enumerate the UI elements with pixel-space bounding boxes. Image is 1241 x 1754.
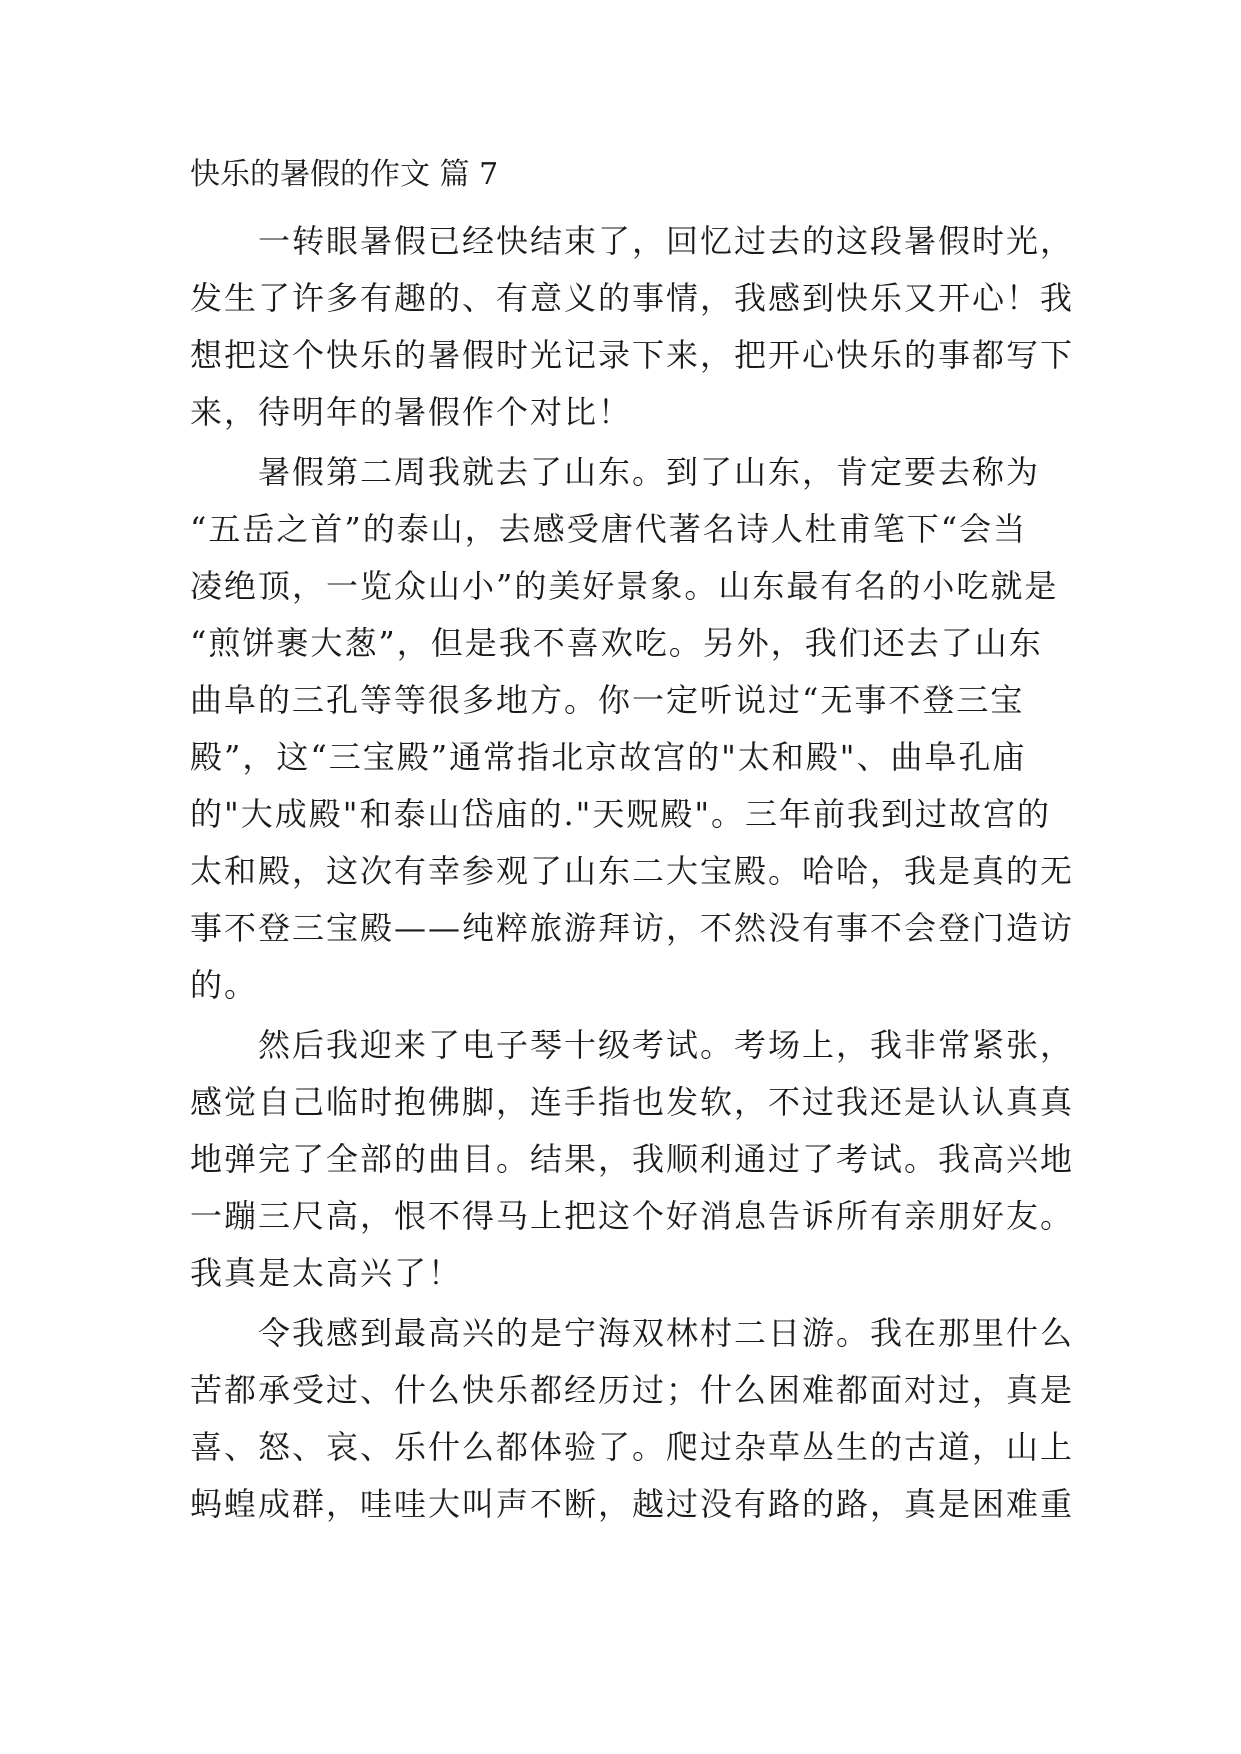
- paragraph-line: 苦都承受过、什么快乐都经历过；什么困难都面对过，真是: [190, 1371, 1075, 1409]
- paragraph-line: 喜、怒、哀、乐什么都体验了。爬过杂草丛生的古道，山上: [190, 1428, 1075, 1466]
- paragraph-line: 的"大成殿"和泰山岱庙的."天贶殿"。三年前我到过故宫的: [190, 795, 1052, 833]
- paragraph-line: “五岳之首”的泰山，去感受唐代著名诗人杜甫笔下“会当: [190, 510, 1028, 548]
- paragraph-line: 殿”，这“三宝殿”通常指北京故宫的"太和殿"、曲阜孔庙: [190, 738, 1027, 776]
- paragraph-line: 的。: [190, 966, 259, 1004]
- paragraph-line: 蚂蝗成群，哇哇大叫声不断，越过没有路的路，真是困难重: [190, 1485, 1075, 1523]
- paragraph-line: 想把这个快乐的暑假时光记录下来，把开心快乐的事都写下: [190, 336, 1075, 374]
- paragraph-line: 地弹完了全部的曲目。结果，我顺利通过了考试。我高兴地: [190, 1140, 1075, 1178]
- paragraph-line: 凌绝顶，一览众山小”的美好景象。山东最有名的小吃就是: [190, 567, 1059, 605]
- paragraph-line: 暑假第二周我就去了山东。到了山东，肯定要去称为: [258, 453, 1041, 491]
- paragraph-line: 太和殿，这次有幸参观了山东二大宝殿。哈哈，我是真的无: [190, 852, 1075, 890]
- paragraph-line: 一转眼暑假已经快结束了，回忆过去的这段暑假时光，: [258, 222, 1075, 260]
- paragraph-line: 我真是太高兴了！: [190, 1254, 463, 1292]
- paragraph-line: 来，待明年的暑假作个对比！: [190, 393, 633, 431]
- paragraph-line: 然后我迎来了电子琴十级考试。考场上，我非常紧张，: [258, 1026, 1075, 1064]
- paragraph-line: 事不登三宝殿——纯粹旅游拜访，不然没有事不会登门造访: [190, 909, 1075, 947]
- paragraph-line: 令我感到最高兴的是宁海双林村二日游。我在那里什么: [258, 1314, 1075, 1352]
- paragraph-line: “煎饼裹大葱”，但是我不喜欢吃。另外，我们还去了山东: [190, 624, 1043, 662]
- paragraph-line: 发生了许多有趣的、有意义的事情，我感到快乐又开心！我: [190, 279, 1075, 317]
- paragraph-line: 一蹦三尺高，恨不得马上把这个好消息告诉所有亲朋好友。: [190, 1197, 1075, 1235]
- paragraph-line: 感觉自己临时抱佛脚，连手指也发软，不过我还是认认真真: [190, 1083, 1075, 1121]
- paragraph-line: 曲阜的三孔等等很多地方。你一定听说过“无事不登三宝: [190, 681, 1025, 719]
- document-title: 快乐的暑假的作文 篇 7: [190, 157, 499, 192]
